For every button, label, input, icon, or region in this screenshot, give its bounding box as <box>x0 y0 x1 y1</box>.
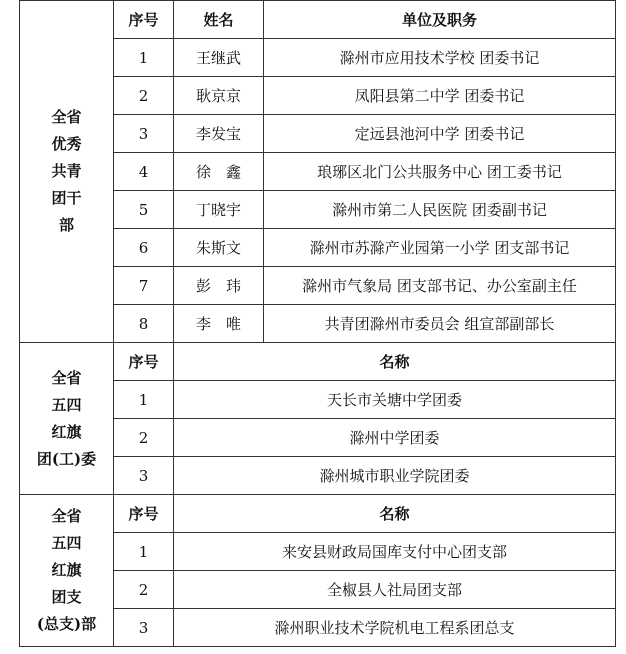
unit-position: 凤阳县第二中学 团委书记 <box>264 77 616 115</box>
person-name: 李发宝 <box>174 115 264 153</box>
organization-name: 来安县财政局国库支付中心团支部 <box>174 533 616 571</box>
organization-name: 滁州职业技术学院机电工程系团总支 <box>174 609 616 647</box>
organization-name: 滁州中学团委 <box>174 419 616 457</box>
row-index: 1 <box>114 39 174 77</box>
index-header: 序号 <box>114 343 174 381</box>
section-3-header-row <box>20 495 616 533</box>
unit-position: 滁州市气象局 团支部书记、办公室副主任 <box>264 267 616 305</box>
index-header: 序号 <box>114 1 174 39</box>
row-index: 2 <box>114 77 174 115</box>
row-index: 2 <box>114 571 174 609</box>
section-3-category: 全省 五四 红旗 团支 (总支)部 <box>20 495 114 647</box>
index-header: 序号 <box>114 495 174 533</box>
row-index: 8 <box>114 305 174 343</box>
awards-table <box>19 0 616 647</box>
row-index: 1 <box>114 533 174 571</box>
row-index: 1 <box>114 381 174 419</box>
title-header: 名称 <box>174 343 616 381</box>
unit-position: 滁州市第二人民医院 团委副书记 <box>264 191 616 229</box>
person-name: 李 唯 <box>174 305 264 343</box>
person-name: 丁晓宇 <box>174 191 264 229</box>
person-name: 朱斯文 <box>174 229 264 267</box>
section-1-category: 全省 优秀 共青 团干 部 <box>20 1 114 343</box>
unit-position: 滁州市苏滁产业园第一小学 团支部书记 <box>264 229 616 267</box>
section-2-header-row <box>20 343 616 381</box>
person-name: 耿京京 <box>174 77 264 115</box>
row-index: 2 <box>114 419 174 457</box>
row-index: 5 <box>114 191 174 229</box>
organization-name: 全椒县人社局团支部 <box>174 571 616 609</box>
person-name: 王继武 <box>174 39 264 77</box>
unit-header: 单位及职务 <box>264 1 616 39</box>
person-name: 彭 玮 <box>174 267 264 305</box>
name-header: 姓名 <box>174 1 264 39</box>
person-name: 徐 鑫 <box>174 153 264 191</box>
section-2-category: 全省 五四 红旗 团(工)委 <box>20 343 114 495</box>
organization-name: 天长市关塘中学团委 <box>174 381 616 419</box>
section-1-header-row <box>20 1 616 39</box>
row-index: 4 <box>114 153 174 191</box>
organization-name: 滁州城市职业学院团委 <box>174 457 616 495</box>
row-index: 3 <box>114 609 174 647</box>
row-index: 3 <box>114 115 174 153</box>
row-index: 6 <box>114 229 174 267</box>
unit-position: 定远县池河中学 团委书记 <box>264 115 616 153</box>
row-index: 3 <box>114 457 174 495</box>
unit-position: 共青团滁州市委员会 组宣部副部长 <box>264 305 616 343</box>
unit-position: 琅琊区北门公共服务中心 团工委书记 <box>264 153 616 191</box>
row-index: 7 <box>114 267 174 305</box>
title-header: 名称 <box>174 495 616 533</box>
unit-position: 滁州市应用技术学校 团委书记 <box>264 39 616 77</box>
